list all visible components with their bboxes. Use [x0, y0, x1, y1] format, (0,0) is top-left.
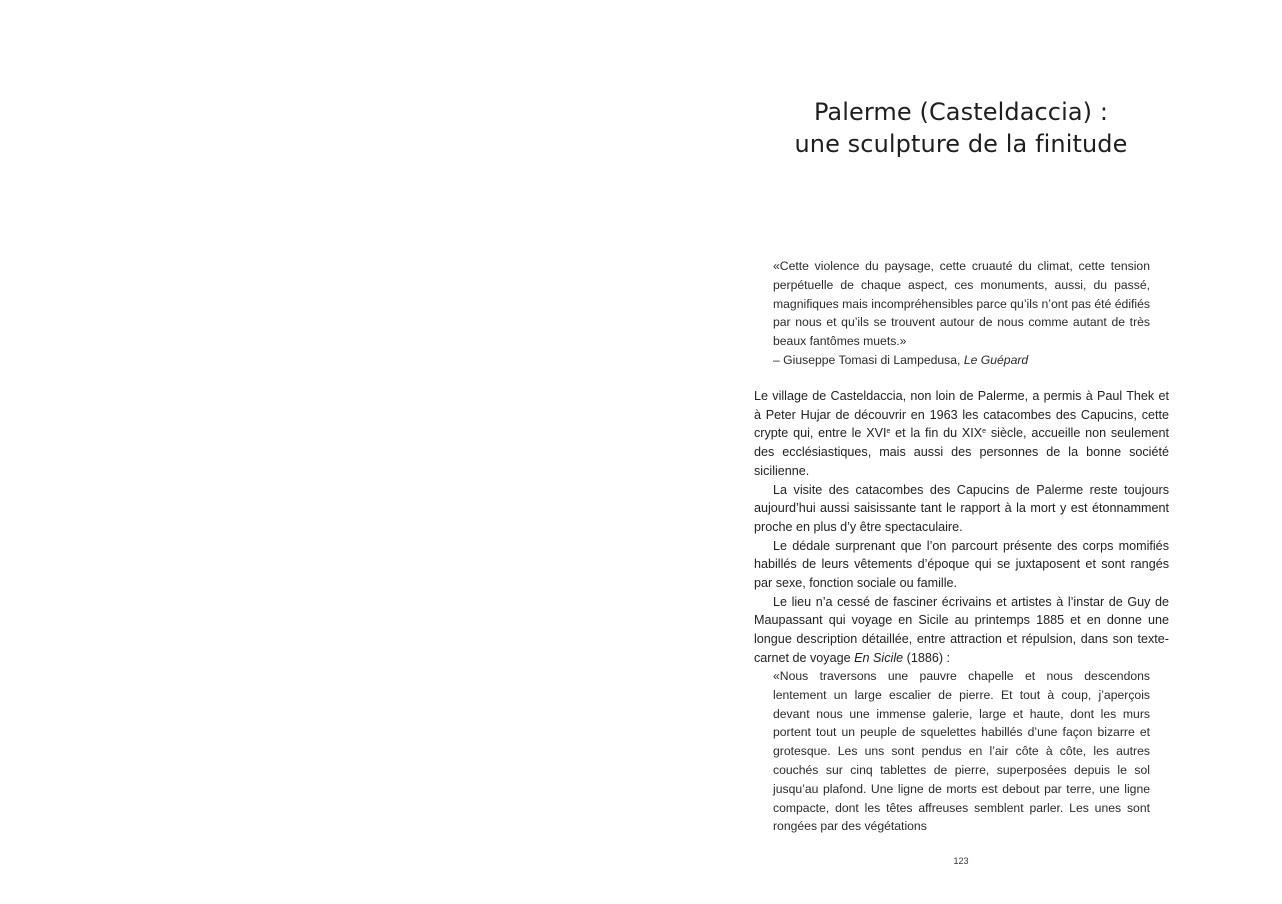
- chapter-title-line-2: une sculpture de la finitude: [794, 130, 1128, 158]
- chapter-title-line-1: Palerme (Casteldaccia) :: [813, 98, 1109, 126]
- epigraph-author: – Giuseppe Tomasi di Lampedusa,: [773, 352, 964, 367]
- page-number: 123: [953, 856, 969, 866]
- body-text: [754, 387, 1169, 668]
- block-quote: «Nous traversons une pauvre chapelle et nous descendons lentement un large escalier de pierre. Et tout à coup, j’aperçois devant nous une immense galerie, large et haute, dont les murs portent tout un peuple de squelettes habillés d’une façon bizarre et grotesque. Les uns sont pendus en l’air côte à côte, les autres couchés sur cinq tablettes de pierre, superposées depuis le sol jusqu’au plafond. Une ligne de morts est debout par terre, une ligne compacte, dont les têtes affreuses semblent parler. Les unes sont rongées par des végétations: [773, 669, 1150, 834]
- paragraph-1-text-c: siècle, accueille non seulement des ecclésiastiques, mais aussi des personnes de la bonne société sicilienne.: [754, 426, 1169, 478]
- epigraph-attribution: [773, 351, 1150, 370]
- paragraph-1-text-a: Le village de Casteldaccia, non loin de Palerme, a permis à Paul Thek et à Peter Hujar de découvrir en 1963 les catacombes des Capucins, cette crypte qui, entre le XVI: [754, 389, 1169, 441]
- epigraph: [773, 257, 1150, 370]
- paragraph-3: Le dédale surprenant que l’on parcourt présente des corps momifiés habillés de leurs vêtements d’époque qui se juxtaposent et sont rangés par sexe, fonction sociale ou famille.: [754, 538, 1169, 591]
- paragraph-4-text-b: (1886) :: [903, 650, 951, 665]
- right-page: [641, 0, 1282, 904]
- paragraph-4-work-title: En Sicile: [854, 650, 904, 665]
- paragraph-1: [754, 387, 1169, 481]
- chapter-title: [741, 96, 1181, 160]
- paragraph-2: La visite des catacombes des Capucins de Palerme reste toujours aujourd’hui aussi saisissante tant le rapport à la mort y est étonnamment proche en plus d’y être spectaculaire.: [754, 482, 1169, 534]
- epigraph-work-title: Le Guépard: [963, 352, 1029, 367]
- paragraph-4-text-a: Le lieu n’a cessé de fasciner écrivains et artistes à l’instar de Guy de Maupassant qui voyage en Sicile au printemps 1885 et en donne une longue description détaillée, entre attraction et répulsion, dans son texte-carnet de voyage: [754, 594, 1169, 665]
- paragraph-1-text-b: et la fin du XIX: [890, 426, 983, 441]
- superscript-e: e: [982, 428, 987, 436]
- epigraph-quote: «Cette violence du paysage, cette cruauté du climat, cette tension perpétuelle de chaque aspect, ces monuments, aussi, du passé, magnifiques mais incompréhensibles parce qu’ils n’ont pas été édifiés par nous et qu’ils se trouvent autour de nous comme autant de très beaux fantômes muets.»: [773, 259, 1150, 349]
- superscript-e: e: [886, 428, 891, 436]
- paragraph-4: [754, 593, 1169, 668]
